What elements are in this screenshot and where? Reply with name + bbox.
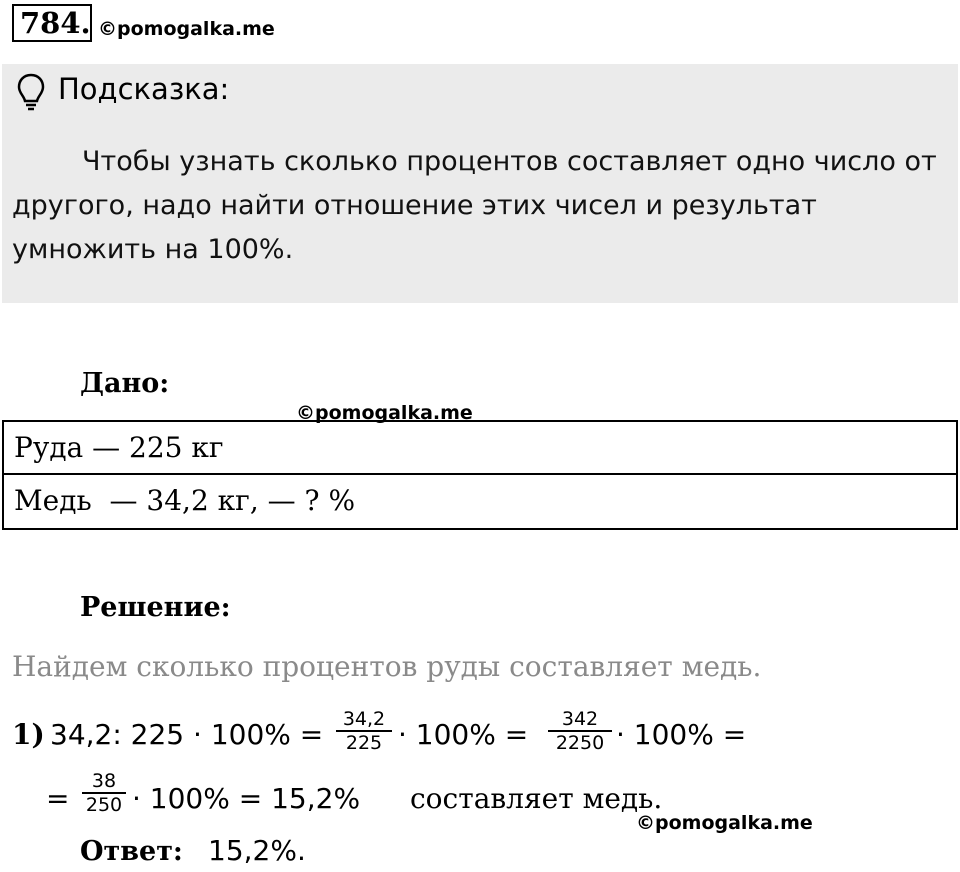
watermark: ©pomogalka.me [636, 812, 813, 834]
watermark: ©pomogalka.me [296, 402, 473, 424]
fraction [548, 708, 612, 754]
step-label: 1) [12, 718, 45, 751]
given-table [2, 420, 958, 530]
fraction-numerator: 34,2 [342, 708, 386, 730]
expression-middle: · 100% = [398, 718, 529, 751]
solution-description: Найдем сколько процентов руды составляет медь. [12, 650, 762, 683]
fraction [82, 770, 126, 816]
hint-text: Чтобы узнать сколько процентов составляет одно число от другого, надо найти отношение этих чисел и результат умножить на 100%. [12, 146, 937, 265]
given-cell: Руда — 225 кг [14, 431, 224, 464]
answer-value: 15,2%. [208, 834, 306, 867]
expression-end: · 100% = [616, 718, 747, 751]
task-number: 784. [12, 4, 92, 42]
watermark: ©pomogalka.me [98, 18, 275, 40]
fraction-denominator: 225 [345, 732, 383, 754]
given-row [4, 422, 956, 475]
hint-title: Подсказка: [58, 72, 230, 106]
expression-start: 34,2: 225 · 100% = [50, 718, 324, 751]
given-row [4, 475, 956, 528]
answer-label: Ответ: [80, 836, 183, 867]
expression-result: · 100% = 15,2% [132, 782, 361, 815]
fraction [336, 708, 392, 754]
given-cell: Медь — 34,2 кг, — ? % [14, 484, 356, 517]
solution-title: Решение: [80, 592, 231, 623]
fraction-numerator: 38 [91, 770, 117, 792]
lightbulb-icon [16, 72, 46, 112]
result-text: составляет медь. [410, 782, 663, 815]
fraction-denominator: 250 [85, 794, 123, 816]
fraction-numerator: 342 [561, 708, 599, 730]
given-title: Дано: [80, 368, 170, 399]
fraction-denominator: 2250 [555, 732, 605, 754]
expression-start: = [46, 782, 70, 815]
